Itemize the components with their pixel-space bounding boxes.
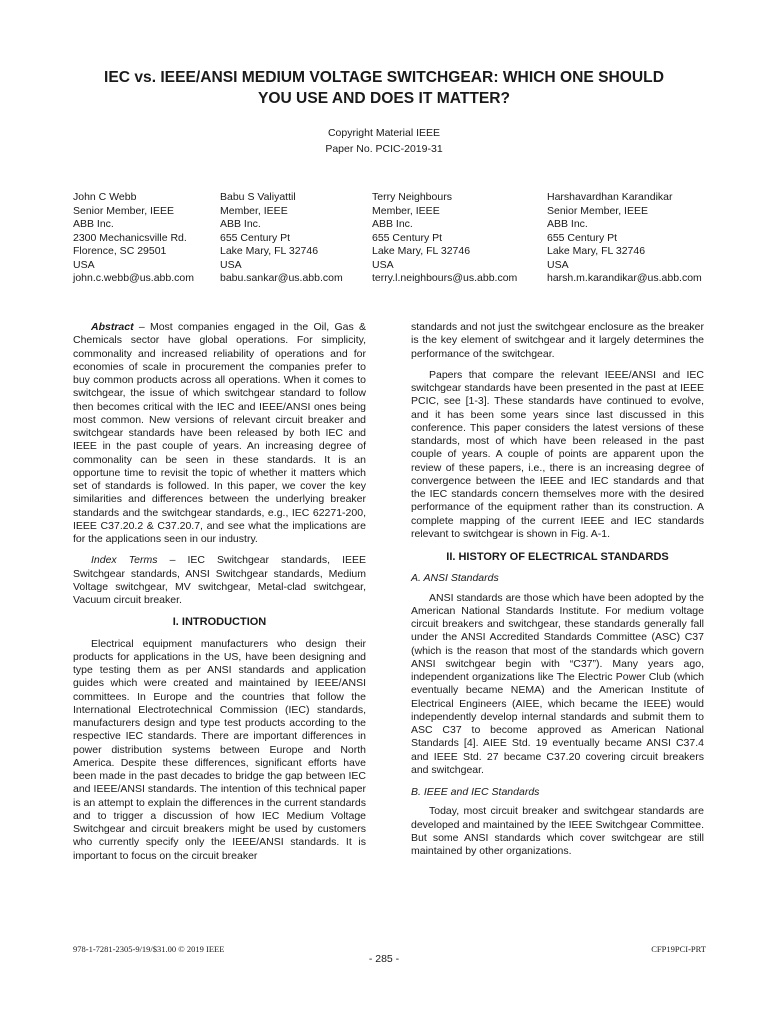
index-terms-paragraph xyxy=(73,554,366,607)
left-column xyxy=(73,321,366,863)
subsection-heading-ansi: A. ANSI Standards xyxy=(411,572,499,585)
author-street: 655 Century Pt xyxy=(547,231,618,244)
author-email[interactable]: john.c.webb@us.abb.com xyxy=(73,272,194,284)
author-company: ABB Inc. xyxy=(220,218,261,230)
author-name: Terry Neighbours xyxy=(372,191,452,203)
author-country: USA xyxy=(547,258,569,271)
author-email[interactable]: harsh.m.karandikar@us.abb.com xyxy=(547,272,702,284)
author-email[interactable]: terry.l.neighbours@us.abb.com xyxy=(372,272,518,284)
author-city: Lake Mary, FL 32746 xyxy=(372,245,471,257)
footer-isbn: 978-1-7281-2305-9/19/$31.00 © 2019 IEEE xyxy=(73,944,225,954)
abstract-label: Abstract xyxy=(91,321,134,333)
author-block-4 xyxy=(547,191,702,286)
author-name: Harshavardhan Karandikar xyxy=(547,191,673,203)
author-name: Babu S Valiyattil xyxy=(220,191,296,203)
section-heading-introduction: I. INTRODUCTION xyxy=(172,616,267,629)
author-city: Florence, SC 29501 xyxy=(73,245,167,257)
abstract-paragraph xyxy=(73,321,366,546)
author-block-1 xyxy=(73,191,194,286)
author-company: ABB Inc. xyxy=(547,218,588,230)
footer-code: CFP19PCI-PRT xyxy=(651,944,706,954)
author-company: ABB Inc. xyxy=(372,218,413,230)
index-terms-text: – IEC Switchgear standards, IEEE Switchgear standards, ANSI Switchgear standards, Medium Voltage switchgear, MV switchgear, Metal-clad switchgear, Vacuum circuit breaker. xyxy=(73,554,367,606)
copyright-block xyxy=(0,125,768,157)
ansi-paragraph: ANSI standards are those which have been adopted by the American National Standards Institute. For medium voltage circuit breakers and switchgear, these standards generally fall under the ANSI Accredited Standards Committee (ASC) C37 (which is the reason that most of the standards which govern ANSI switchgear begin with “C37”). Many years ago, independent organizations like The Electric Power Club (which eventually became NEMA) and the American Institute of Electrical Engineers (AIEE, which became the IEEE) would independently develop internal standards and submit them to ASC C37 to become approved as American National Standards [4]. AIEE Std. 19 eventually became ANSI C37.4 and IEEE Std. 27 became C37.20 covering circuit breakers and switchgear. xyxy=(411,591,704,776)
ieee-iec-paragraph: Today, most circuit breaker and switchgear standards are developed and maintained by the IEEE Switchgear Committee. But some ANSI standards which cover switchgear are still maintained by other organizations. xyxy=(411,805,705,857)
author-country: USA xyxy=(73,258,95,271)
right-column xyxy=(411,321,704,858)
author-street: 2300 Mechanicsville Rd. xyxy=(73,231,187,244)
title-line-2: YOU USE AND DOES IT MATTER? xyxy=(257,90,511,107)
abstract-text: – Most companies engaged in the Oil, Gas & Chemicals sector have global operations. For simplicity, commonality and increased reliability of operations and for economies of scale in procurement the companies prefer to buy common products across all operations. When it comes to switchgear, the issue of which switchgear standard to follow then becomes critical with the IEC and IEEE/ANSI ones being most common. New versions of relevant circuit breaker and switchgear standards have been released by both IEC and IEEE in the past couple of years. An increasing degree of commonality can be seen in these standards. It is an opportune time to revisit the topic of whether it matters which set of standards is followed. In this paper, we cover the key similarities and differences between the underlying breaker standards and the switchgear standards, e.g., IEC 62271-200, IEEE C37.20.2 & C37.20.7, and see what the implications are for the applications seen in our industry. xyxy=(73,321,366,545)
subsection-heading-ieee-iec: B. IEEE and IEC Standards xyxy=(411,786,540,798)
author-role: Member, IEEE xyxy=(220,204,288,217)
title-line-1: IEC vs. IEEE/ANSI MEDIUM VOLTAGE SWITCHGEAR: WHICH ONE SHOULD xyxy=(104,69,664,86)
author-street: 655 Century Pt xyxy=(372,231,443,244)
page-number: - 285 - xyxy=(368,953,400,965)
paper-number: Paper No. PCIC-2019-31 xyxy=(325,143,443,155)
copyright-notice: Copyright Material IEEE xyxy=(327,127,441,139)
author-email[interactable]: babu.sankar@us.abb.com xyxy=(220,272,343,284)
author-country: USA xyxy=(372,258,394,271)
author-role: Member, IEEE xyxy=(372,204,440,217)
author-block-3 xyxy=(372,191,517,286)
author-role: Senior Member, IEEE xyxy=(73,204,174,217)
author-street: 655 Century Pt xyxy=(220,231,291,244)
index-terms-label: Index Terms xyxy=(91,554,158,567)
author-block-2 xyxy=(220,191,343,286)
paper-title xyxy=(60,67,708,109)
author-name: John C Webb xyxy=(73,191,137,203)
author-country: USA xyxy=(220,258,242,271)
section-heading-history: II. HISTORY OF ELECTRICAL STANDARDS xyxy=(446,551,669,563)
author-role: Senior Member, IEEE xyxy=(547,204,648,217)
continued-paragraph: standards and not just the switchgear enclosure as the breaker is the key element of switchgear and it largely determines the performance of the switchgear. xyxy=(411,321,704,360)
author-city: Lake Mary, FL 32746 xyxy=(547,245,646,257)
introduction-paragraph: Electrical equipment manufacturers who design their products for applications in the US, have been designing and type testing them as per ANSI standards and application guides which were created and maintained by IEEE/ANSI committees. In Europe and the countries that follow the International Electrotechnical Commission (IEC) standards, manufacturers design and type test products according to the respective IEC standards. There are important differences in power distribution systems between Europe and North America. Despite these differences, significant efforts have been made in the past decades to bridge the gap between IEC and IEEE/ANSI standards. The intention of this technical paper is an attempt to explain the differences in the current standards and to trigger a discussion of how IEC Medium Voltage Switchgear and circuit breakers might be used by customers who currently specify only the IEEE/ANSI standards. It is important to focus on the circuit breaker xyxy=(73,637,366,862)
papers-paragraph: Papers that compare the relevant IEEE/ANSI and IEC switchgear standards have been presented in the past at IEEE PCIC, see [1-3]. These standards have continued to evolve, and it has been some years since last discussed in this conference. This paper considers the latest versions of these standards, most of which have been released in the past couple of years. A couple of points are apparent upon the review of these papers, i.e., there is an increasing degree of convergence between the IEEE and IEC standards and that the IEC standards concern themselves more with the desired performance of the equipment rather than its construction. A complete mapping of the current IEEE and IEC standards relevant to switchgear is shown in Fig. A-1. xyxy=(411,368,704,540)
author-city: Lake Mary, FL 32746 xyxy=(220,245,319,257)
author-company: ABB Inc. xyxy=(73,218,114,230)
